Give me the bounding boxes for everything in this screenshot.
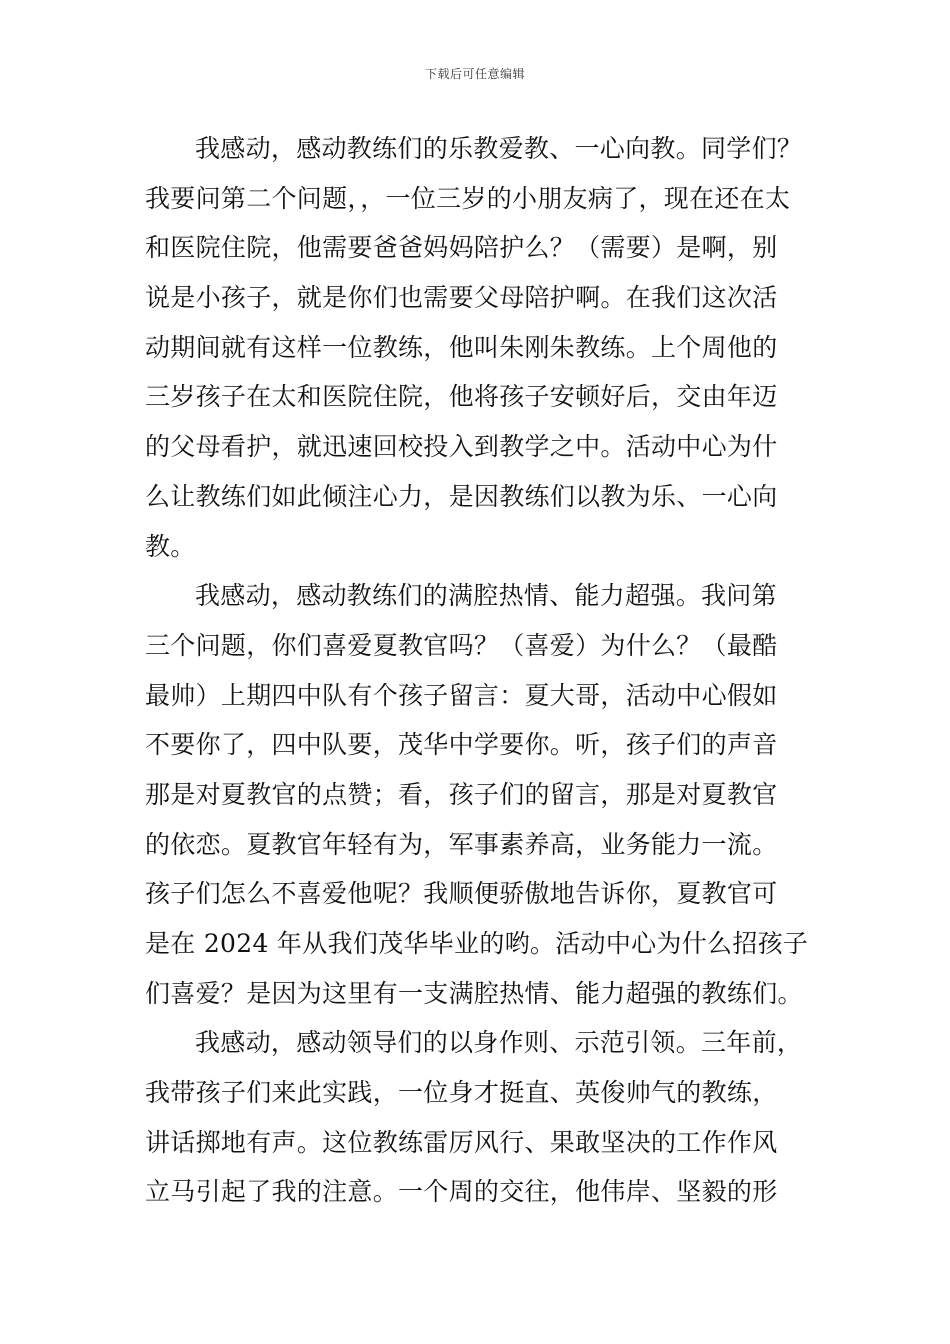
text-line: 么让教练们如此倾注心力，是因教练们以教为乐、一心向 <box>145 481 778 511</box>
text-line: 立马引起了我的注意。一个周的交往，他伟岸、坚毅的形 <box>145 1177 778 1207</box>
text-line: 我要问第二个问题，，一位三岁的小朋友病了，现在还在太 <box>145 183 791 213</box>
text-line: 三个问题，你们喜爱夏教官吗？（喜爱）为什么？（最酷 <box>145 630 778 660</box>
text-line: 说是小孩子，就是你们也需要父母陪护啊。在我们这次活 <box>145 283 778 313</box>
header-note: 下载后可任意编辑 <box>424 67 525 81</box>
text-line: 是在 2024 年从我们茂华毕业的哟。活动中心为什么招孩子 <box>145 929 809 958</box>
body-text <box>145 124 835 1217</box>
text-line: 三岁孩子在太和医院住院，他将孩子安顿好后，交由年迈 <box>145 382 778 412</box>
text-line: 讲话掷地有声。这位教练雷厉风行、果敢坚决的工作作风 <box>145 1127 778 1157</box>
text-line: 的依恋。夏教官年轻有为，军事素养高，业务能力一流。 <box>145 829 778 859</box>
text-line: 我带孩子们来此实践，一位身才挺直、英俊帅气的教练， <box>145 1078 778 1108</box>
text-line: 的父母看护，就迅速回校投入到教学之中。活动中心为什 <box>145 432 778 462</box>
text-line: 最帅）上期四中队有个孩子留言：夏大哥，活动中心假如 <box>145 680 778 710</box>
text-line: 和医院住院，他需要爸爸妈妈陪护么？（需要）是啊，别 <box>145 233 778 263</box>
text-line: 我感动，感动教练们的乐教爱教、一心向教。同学们？ <box>195 134 803 163</box>
text-line: 不要你了，四中队要，茂华中学要你。听，孩子们的声音 <box>145 730 778 760</box>
text-line: 们喜爱？是因为这里有一支满腔热情、能力超强的教练们。 <box>145 978 803 1008</box>
text-line: 孩子们怎么不喜爱他呢？我顺便骄傲地告诉你，夏教官可 <box>145 879 778 909</box>
text-line: 教。 <box>145 531 196 561</box>
text-line: 那是对夏教官的点赞；看，孩子们的留言，那是对夏教官 <box>145 779 778 809</box>
text-line: 我感动，感动教练们的满腔热情、能力超强。我问第 <box>195 581 777 611</box>
text-line: 我感动，感动领导们的以身作则、示范引领。三年前， <box>195 1028 803 1058</box>
text-line: 动期间就有这样一位教练，他叫朱刚朱教练。上个周他的 <box>145 332 778 362</box>
